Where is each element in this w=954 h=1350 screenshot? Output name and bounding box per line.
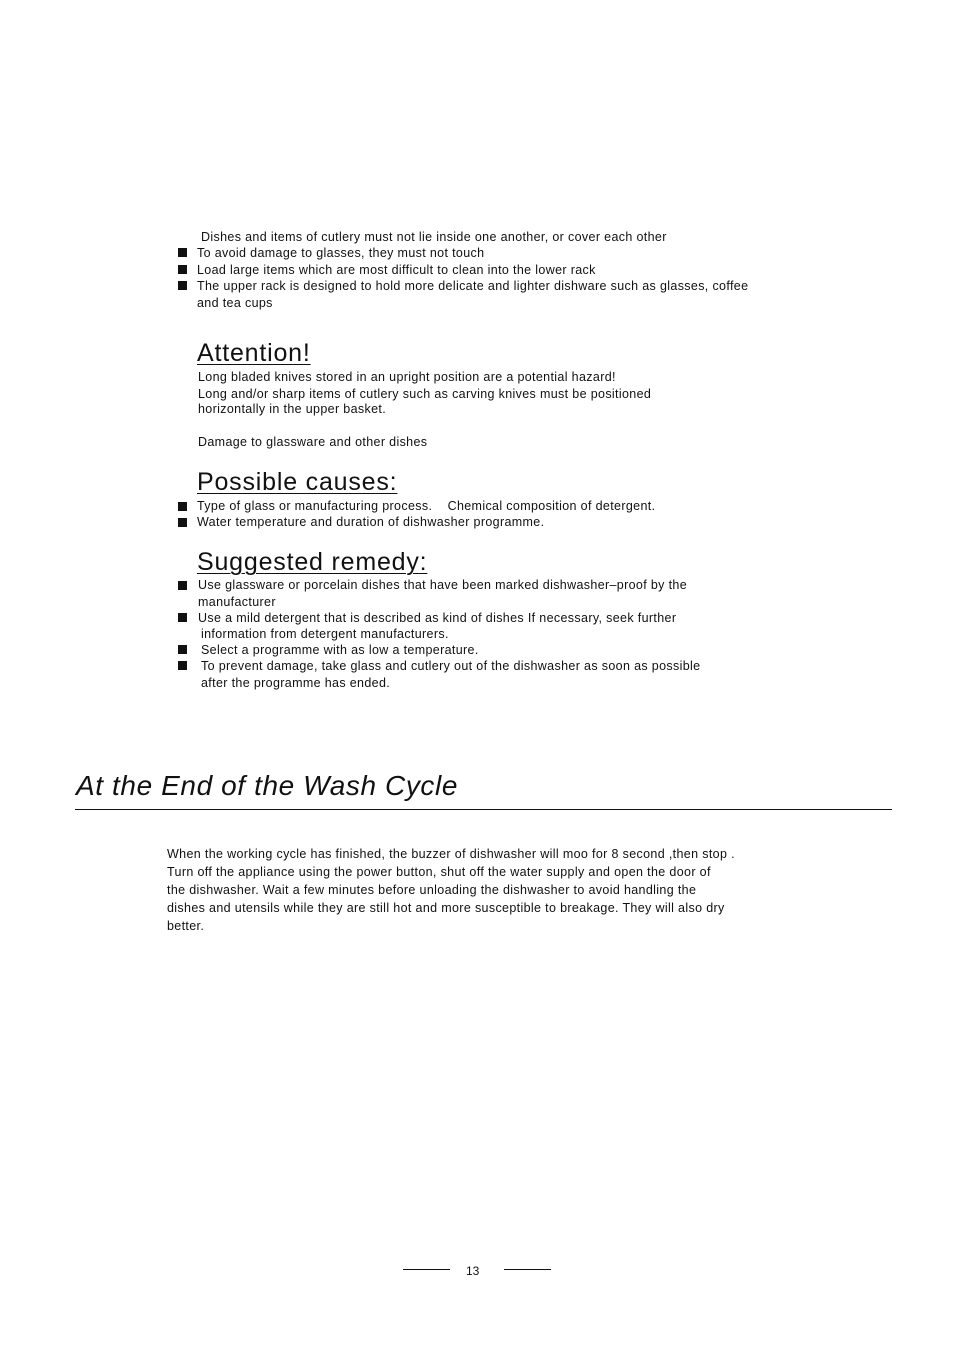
page-number: 13 (466, 1264, 480, 1278)
list-item: Type of glass or manufacturing process. Chemical composition of detergent. (197, 499, 656, 513)
list-item: Use a mild detergent that is described as kind of dishes If necessary, seek further (198, 611, 677, 625)
section-title: At the End of the Wash Cycle (76, 770, 459, 801)
list-item-continuation: and tea cups (197, 296, 273, 310)
end-paragraph-line: When the working cycle has finished, the buzzer of dishwasher will moo for 8 second ,then stop . (167, 847, 735, 861)
list-item: Use glassware or porcelain dishes that have been marked dishwasher–proof by the (198, 578, 688, 592)
causes-heading: Possible causes: (197, 468, 398, 496)
bullet-icon (178, 645, 187, 654)
section-divider (75, 809, 892, 810)
attention-line: horizontally in the upper basket. (198, 402, 387, 416)
end-paragraph-line: better. (167, 919, 205, 933)
bullet-icon (178, 502, 187, 511)
attention-line: Damage to glassware and other dishes (198, 435, 428, 449)
list-item: Water temperature and duration of dishwasher programme. (197, 515, 545, 529)
attention-line: Long bladed knives stored in an upright position are a potential hazard! (198, 370, 616, 384)
bullet-icon (178, 265, 187, 274)
end-paragraph-line: Turn off the appliance using the power button, shut off the water supply and open the door of (167, 865, 711, 879)
list-item: To prevent damage, take glass and cutlery out of the dishwasher as soon as possible (201, 659, 701, 673)
footer-rule-left (403, 1269, 450, 1270)
list-item: Load large items which are most difficult to clean into the lower rack (197, 263, 596, 277)
remedy-heading: Suggested remedy: (197, 548, 428, 576)
list-item-continuation: manufacturer (198, 595, 276, 609)
list-item-continuation: information from detergent manufacturers. (201, 627, 449, 641)
bullet-icon (178, 248, 187, 257)
list-item-continuation: after the programme has ended. (201, 676, 391, 690)
list-item: The upper rack is designed to hold more delicate and lighter dishware such as glasses, coffee (197, 279, 749, 293)
list-item: Select a programme with as low a temperature. (201, 643, 479, 657)
bullet-icon (178, 661, 187, 670)
bullet-icon (178, 613, 187, 622)
bullet-icon (178, 581, 187, 590)
end-paragraph-line: the dishwasher. Wait a few minutes before unloading the dishwasher to avoid handling the (167, 883, 697, 897)
bullet-icon (178, 518, 187, 527)
attention-line: Long and/or sharp items of cutlery such as carving knives must be positioned (198, 387, 652, 401)
footer-rule-right (504, 1269, 551, 1270)
end-paragraph-line: dishes and utensils while they are still hot and more susceptible to breakage. They will also dry (167, 901, 725, 915)
attention-heading: Attention! (197, 339, 311, 367)
intro-line: Dishes and items of cutlery must not lie inside one another, or cover each other (201, 230, 667, 244)
bullet-icon (178, 281, 187, 290)
list-item: To avoid damage to glasses, they must not touch (197, 246, 485, 260)
